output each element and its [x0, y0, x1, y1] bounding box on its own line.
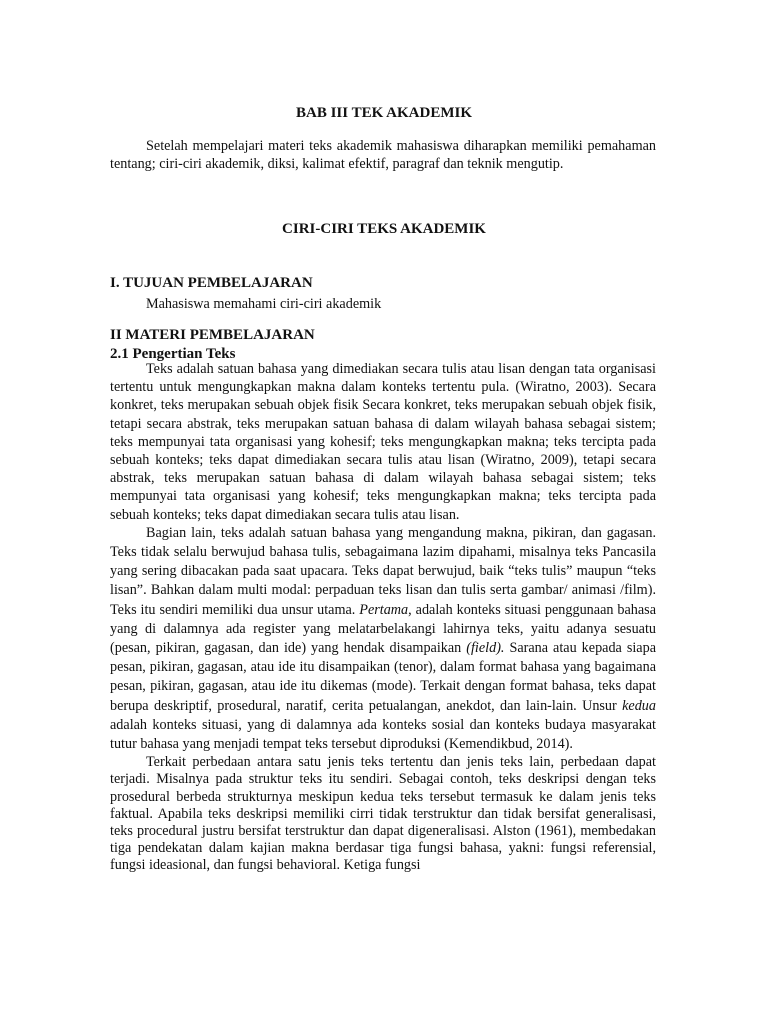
materi-body [110, 360, 656, 875]
intro-text: Setelah mempelajari materi teks akademik mahasiswa diharapkan memiliki pemahaman tentang; ciri-ciri akademik, diksi, kalimat efektif, paragraf dan teknik mengutip. [110, 138, 656, 173]
paragraph-2-pertama: Pertama [359, 601, 409, 618]
paragraph-2-field: (field). [466, 640, 505, 657]
paragraph-2-part1: Bagian lain, teks adalah satuan bahasa yang mengandung makna, pikiran, dan gagasan. Teks tidak selalu berwujud bahasa tulis, sebagaimana lazim dipahami, misalnya teks Pancasila yang sering dibacakan pada saat upacara. Teks dapat berwujud, baik “teks tulis” maupun “teks lisan”. Bahkan dalam multi modal: perpaduan teks lisan dan tulis serta gambar/ animasi /film). Teks itu sendiri memiliki dua unsur utama. [110, 524, 656, 618]
tujuan-text: Mahasiswa memahami ciri-ciri akademik [146, 296, 382, 312]
paragraph-2-part2: , adalah konteks situasi penggunaan bahasa yang di dalamnya ada register yang melatarbelakangi lahirnya teks, yaitu adanya sesuatu (pesan, pikiran, gagasan, dan ide) yang hendak disampaikan [110, 601, 657, 657]
tujuan-text-container [110, 295, 656, 313]
paragraph-1: Teks adalah satuan bahasa yang dimediakan secara tulis atau lisan dengan tata organisasi tertentu untuk mengungkapkan makna dalam konteks tertentu pula. (Wiratno, 2003). Secara konkret, teks merupakan sebuah objek fisik Secara konkret, teks merupakan sebuah objek fisik, tetapi secara abstrak, teks merupakan satuan bahasa di dalam wilayah bahasa sebagai sistem; teks mempunyai tata organisasi yang kohesif; teks mengungkapkan makna; teks tercipta pada sebuah konteks; teks dapat dimediakan secara tulis atau lisan (Wiratno, 2009), tetapi secara abstrak, teks merupakan satuan bahasa di dalam wilayah bahasa sebagai sistem; teks mempunyai tata organisasi yang kohesif; teks mengungkapkan makna; teks tercipta pada sebuah konteks; teks dapat dimediakan secara tulis atau lisan. [110, 361, 656, 523]
section-title: CIRI-CIRI TEKS AKADEMIK [282, 221, 486, 237]
chapter-title: BAB III TEK AKADEMIK [295, 105, 472, 121]
paragraph-2-part3: Sarana atau kepada siapa pesan, pikiran, gagasan, atau ide itu disampaikan (tenor), dalam format bahasa yang bagaimana pesan, pikiran, gagasan, atau ide itu dikemas (mode). Terkait dengan format bahasa, teks dapat berupa deskriptif, prosedural, naratif, cerita petualangan, anekdot, dan lain-lain. Unsur [110, 640, 656, 714]
paragraph-3: Terkait perbedaan antara satu jenis teks tertentu dan jenis teks lain, perbedaan dapat terjadi. Misalnya pada struktur teks itu sendiri. Sebagai contoh, teks deskripsi dengan teks prosedural berbeda strukturnya meskipun kedua teks tersebut termasuk ke dalam jenis teks faktual. Apabila teks deskripsi memiliki cirri tidak terstruktur dan tidak bersifat generalisasi, teks procedural justru bersifat terstruktur dan dapat digeneralisasi. Alston (1961), membedakan tiga pendekatan dalam kajian makna berdasar tiga fungsi bahasa, yakni: fungsi referensial, fungsi ideasional, dan fungsi behavioral. Ketiga fungsi [110, 754, 656, 874]
paragraph-2-part4: adalah konteks situasi, yang di dalamnya ada konteks sosial dan konteks budaya masyarakat tutur bahasa yang menjadi tempat teks tersebut diproduksi (Kemendikbud, 2014). [110, 716, 656, 753]
paragraph-2-kedua: kedua [622, 697, 656, 714]
materi-heading: II MATERI PEMBELAJARAN [110, 327, 315, 343]
paragraph-2 [110, 524, 656, 754]
materi-subheading: 2.1 Pengertian Teks [110, 346, 236, 362]
intro-paragraph [110, 137, 656, 173]
tujuan-heading: I. TUJUAN PEMBELAJARAN [110, 275, 313, 291]
